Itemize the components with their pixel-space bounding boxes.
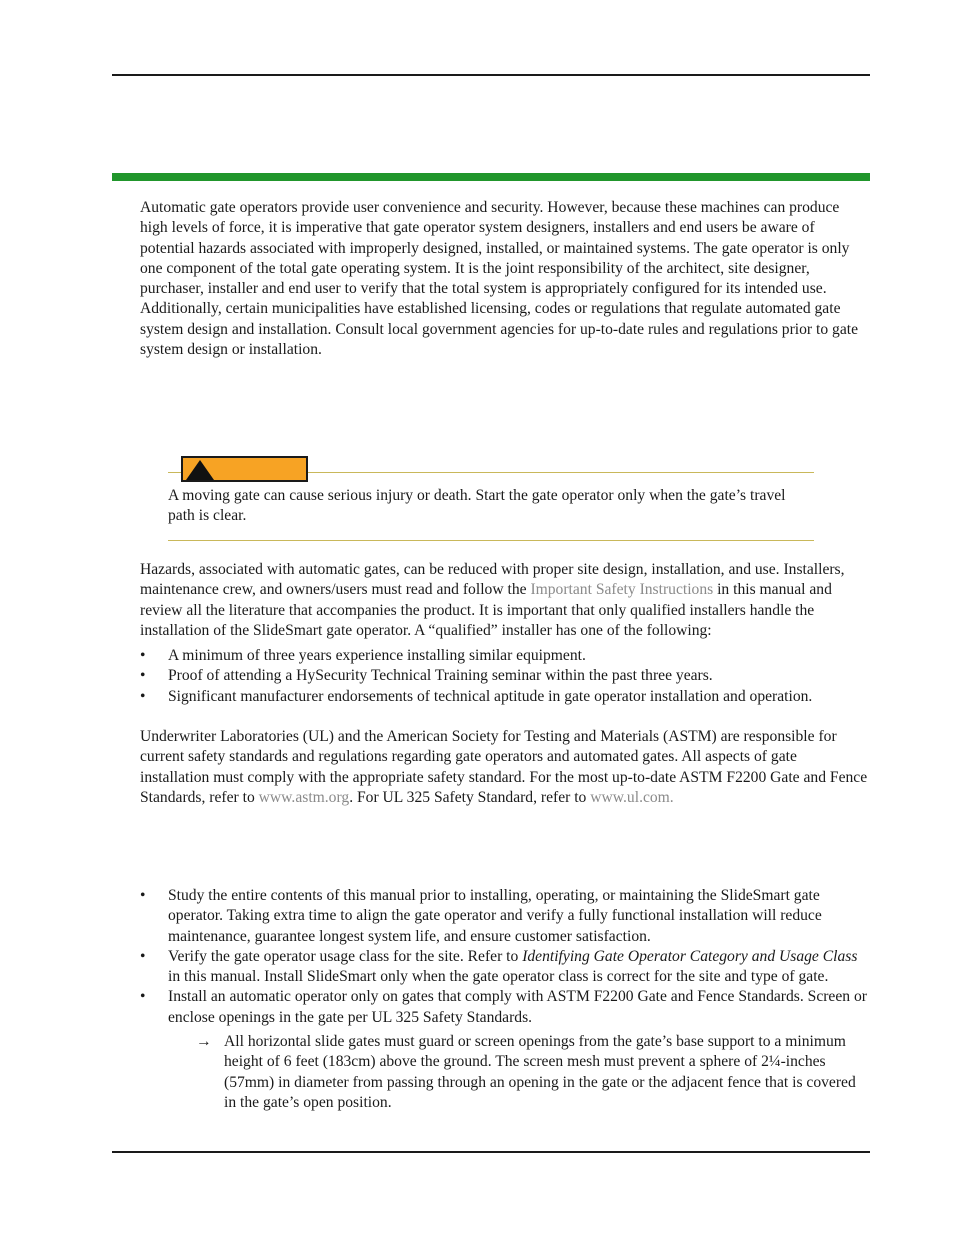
warning-bottom-line bbox=[168, 540, 814, 541]
bullet-glyph: • bbox=[140, 687, 146, 705]
safety-instructions-link[interactable]: Important Safety Instructions bbox=[530, 581, 714, 599]
sub-list-item-text: All horizontal slide gates must guard or screen openings from the gate’s base support to a minimum height of 6 feet (183cm) above the ground. The screen mesh must prevent a sphere of 2¼-inches (57mm) in diameter from passing through an opening in the gate or the adjacent fence that is covered in the gate’s open position. bbox=[224, 1033, 856, 1111]
bullet-glyph: • bbox=[140, 647, 146, 664]
list-item bbox=[140, 886, 870, 947]
standards-text-2: . For UL 325 Safety Standard, refer to bbox=[349, 788, 591, 806]
bullet-glyph: • bbox=[140, 887, 146, 904]
bullet-glyph: • bbox=[140, 988, 146, 1006]
installation-list bbox=[140, 886, 870, 1113]
header-rule bbox=[112, 74, 870, 76]
list-item bbox=[140, 947, 870, 988]
hazards-paragraph bbox=[140, 560, 870, 641]
list-item-text-b: in this manual. Install SlideSmart only when the gate operator class is correct for the site and type of gate. bbox=[168, 968, 829, 986]
sub-list-item bbox=[196, 1032, 870, 1113]
section-accent-bar bbox=[112, 173, 870, 181]
warning-badge bbox=[181, 456, 308, 482]
usage-class-reference: Identifying Gate Operator Category and Usage Class bbox=[522, 947, 858, 965]
arrow-glyph: → bbox=[196, 1033, 212, 1051]
list-item-text: Significant manufacturer endorsements of technical aptitude in gate operator installation and operation. bbox=[168, 687, 813, 705]
list-item-text: A minimum of three years experience installing similar equipment. bbox=[168, 647, 586, 664]
bullet-glyph: • bbox=[140, 947, 146, 965]
list-item bbox=[140, 666, 870, 686]
footer-rule bbox=[112, 1151, 870, 1153]
hazards-text-1: Hazards, associated with automatic gates, can be reduced with proper site design, installation, and use. Installers, maintenance crew, and owners/users must read and follow the bbox=[140, 561, 845, 599]
standards-text-1: Underwriter Laboratories (UL) and the American Society for Testing and Materials (ASTM) are responsible for current safety standards and regulations regarding gate operators and automated gates. All aspects of gate installation must comply with the appropriate safety standard. For the most up-to-date ASTM F2200 Gate and Fence Standards, refer to bbox=[140, 728, 868, 806]
list-item bbox=[140, 987, 870, 1113]
list-item bbox=[140, 687, 870, 707]
list-item bbox=[140, 646, 870, 666]
qualified-installer-list bbox=[140, 646, 870, 707]
bullet-glyph: • bbox=[140, 667, 146, 685]
list-item-text-a: Verify the gate operator usage class for the site. Refer to bbox=[168, 947, 523, 965]
ul-link[interactable]: www.ul.com. bbox=[590, 788, 674, 806]
warning-callout bbox=[168, 455, 814, 541]
warning-text: A moving gate can cause serious injury or death. Start the gate operator only when the gate’s travel path is clear. bbox=[168, 487, 786, 525]
list-item-text: Proof of attending a HySecurity Technical Training seminar within the past three years. bbox=[168, 667, 713, 685]
standards-paragraph bbox=[140, 727, 870, 808]
list-item-text: Study the entire contents of this manual prior to installing, operating, or maintaining the SlideSmart gate operator. Taking extra time to align the gate operator and verify a fully functional installation will reduce maintenance, guarantee longest system life, and ensure customer satisfaction. bbox=[168, 887, 822, 945]
list-item-text: Install an automatic operator only on gates that comply with ASTM F2200 Gate and Fence Standards. Screen or enclose openings in the gate per UL 325 Safety Standards. bbox=[168, 988, 867, 1026]
intro-paragraph: Automatic gate operators provide user convenience and security. However, because these machines can produce high levels of force, it is imperative that gate operator system designers, installers and end users be aware of potential hazards associated with improperly designed, installed, or maintained systems. The gate operator is only one component of the total gate operating system. It is the joint responsibility of the architect, site designer, purchaser, installer and end user to verify that the total system is appropriately configured for its intended use. Additionally, certain municipalities have established licensing, codes or regulations that regulate automated gate system design and installation. Consult local government agencies for up-to-date rules and regulations prior to gate system design or installation. bbox=[140, 199, 858, 359]
warning-triangle-icon bbox=[186, 460, 214, 480]
hazards-text-2: in this manual and review all the literature that accompanies the product. It is important that only qualified installers handle the installation of the SlideSmart gate operator. A “qualified” installer has one of the following: bbox=[140, 581, 832, 639]
astm-link[interactable]: www.astm.org bbox=[258, 788, 350, 806]
